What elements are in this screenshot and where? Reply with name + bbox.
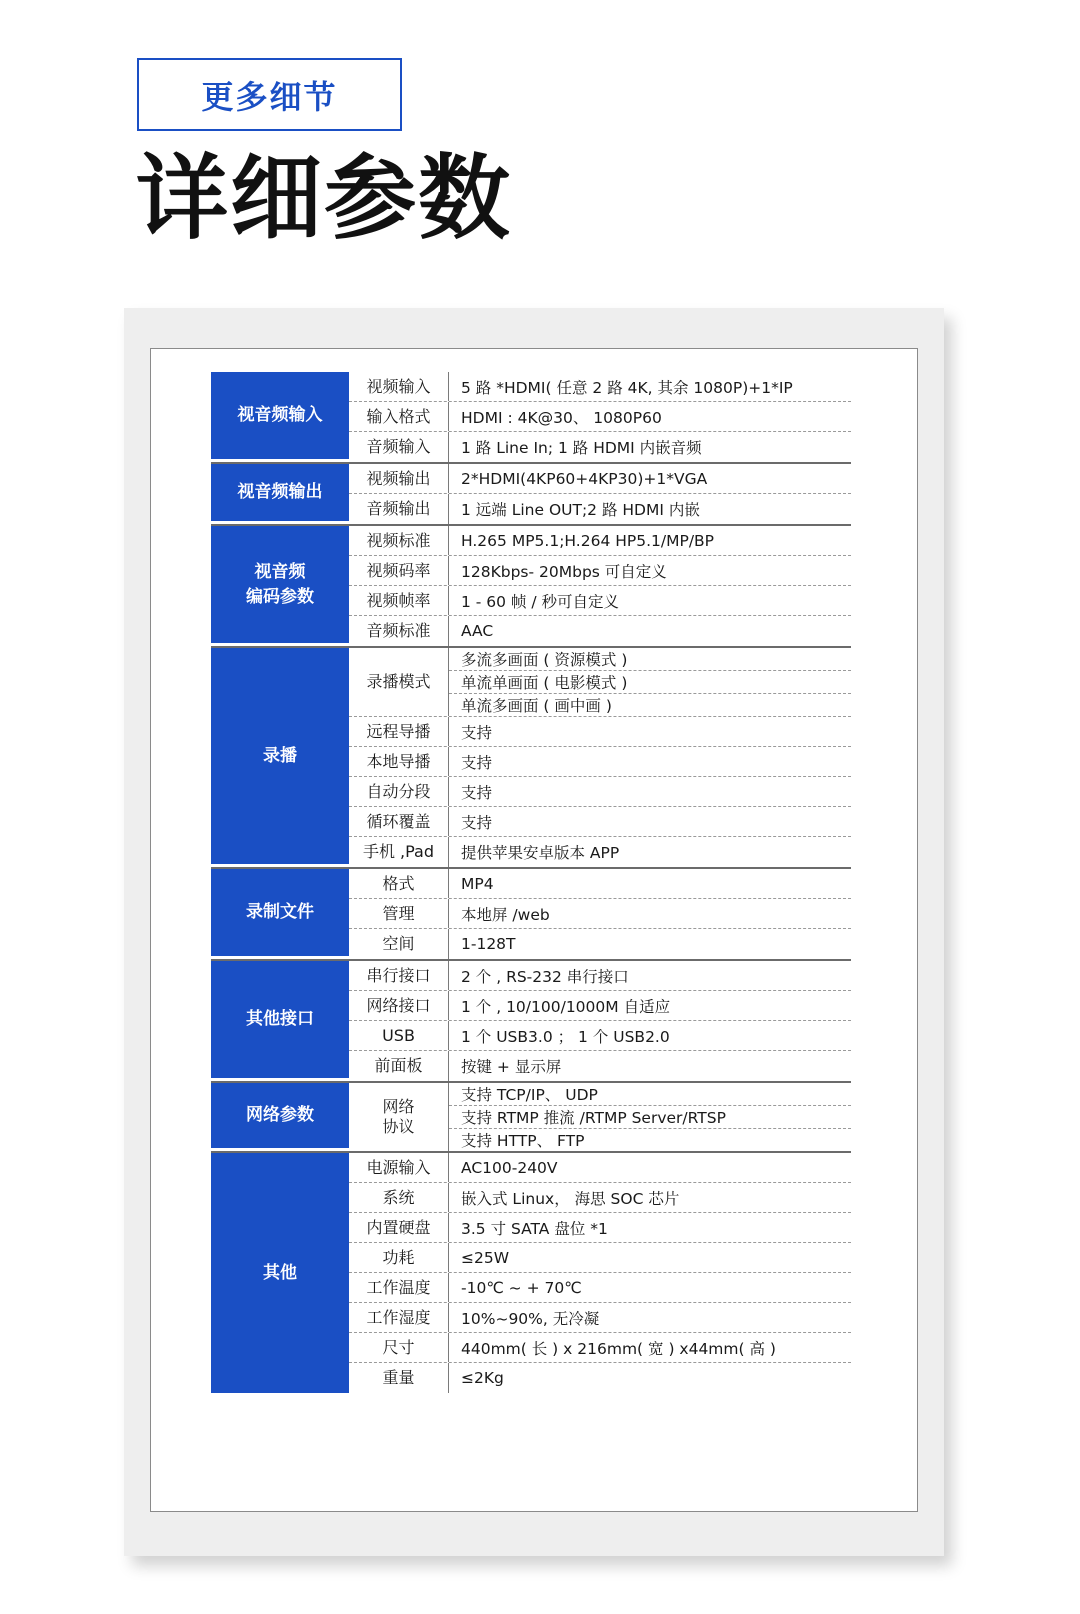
spec-row bbox=[349, 807, 851, 837]
spec-label: 串行接口 bbox=[349, 961, 449, 990]
spec-value: 1 个 , 10/100/1000M 自适应 bbox=[461, 997, 671, 1016]
spec-rows bbox=[349, 1083, 851, 1151]
spec-row bbox=[349, 526, 851, 556]
spec-label: 格式 bbox=[349, 869, 449, 898]
page-title: 详细参数 bbox=[136, 145, 513, 252]
spec-values bbox=[449, 1083, 851, 1151]
spec-label: 管理 bbox=[349, 899, 449, 928]
spec-row bbox=[349, 1363, 851, 1393]
spec-label: 本地导播 bbox=[349, 747, 449, 776]
spec-value: 5 路 *HDMI( 任意 2 路 4K, 其余 1080P)+1*IP bbox=[461, 378, 793, 397]
spec-value: 1-128T bbox=[461, 935, 516, 953]
spec-value: ≤2Kg bbox=[461, 1369, 504, 1387]
spec-label: 工作温度 bbox=[349, 1273, 449, 1302]
spec-label: 音频标准 bbox=[349, 616, 449, 646]
category-label: 视音频 编码参数 bbox=[211, 526, 349, 646]
category-label: 网络参数 bbox=[211, 1083, 349, 1151]
spec-rows bbox=[349, 648, 851, 867]
spec-rows bbox=[349, 1153, 851, 1393]
spec-row bbox=[349, 1021, 851, 1051]
spec-label: 网络 协议 bbox=[349, 1083, 449, 1151]
spec-rows bbox=[349, 869, 851, 959]
spec-row bbox=[349, 1213, 851, 1243]
spec-row bbox=[349, 899, 851, 929]
spec-value: 支持 bbox=[461, 783, 493, 802]
spec-label: 音频输出 bbox=[349, 494, 449, 524]
category-label: 视音频输出 bbox=[211, 464, 349, 524]
spec-label: 功耗 bbox=[349, 1243, 449, 1272]
spec-row bbox=[349, 961, 851, 991]
spec-value: 2*HDMI(4KP60+4KP30)+1*VGA bbox=[461, 469, 708, 488]
spec-rows bbox=[349, 961, 851, 1081]
spec-label: 电源输入 bbox=[349, 1153, 449, 1182]
spec-row bbox=[349, 1153, 851, 1183]
spec-rows bbox=[349, 526, 851, 646]
spec-value: H.265 MP5.1;H.264 HP5.1/MP/BP bbox=[461, 531, 715, 550]
spec-row bbox=[349, 747, 851, 777]
spec-value: 支持 bbox=[461, 813, 493, 832]
category-label: 录播 bbox=[211, 648, 349, 867]
spec-row bbox=[349, 586, 851, 616]
spec-value: 1 远端 Line OUT;2 路 HDMI 内嵌 bbox=[461, 501, 700, 519]
spec-label: 内置硬盘 bbox=[349, 1213, 449, 1242]
section-tag-label: 更多细节 bbox=[201, 77, 338, 116]
spec-value: 嵌入式 Linux， 海思 SOC 芯片 bbox=[461, 1189, 680, 1208]
spec-row bbox=[349, 1083, 851, 1151]
spec-label: 视频输入 bbox=[349, 372, 449, 401]
spec-value: 支持 TCP/IP、 UDP bbox=[449, 1083, 851, 1106]
spec-row bbox=[349, 717, 851, 747]
spec-value: 3.5 寸 SATA 盘位 *1 bbox=[461, 1219, 608, 1238]
spec-group bbox=[211, 1083, 851, 1153]
spec-value: -10℃ ~ + 70℃ bbox=[461, 1278, 582, 1297]
section-tag bbox=[137, 58, 402, 131]
spec-row bbox=[349, 1183, 851, 1213]
spec-value: 按键 + 显示屏 bbox=[461, 1058, 562, 1076]
spec-value: 单流多画面 ( 画中画 ) bbox=[461, 697, 612, 715]
category-label: 视音频输入 bbox=[211, 372, 349, 462]
spec-value: 1 个 USB3.0 ； 1 个 USB2.0 bbox=[461, 1027, 670, 1046]
spec-label: 前面板 bbox=[349, 1051, 449, 1081]
spec-row bbox=[349, 616, 851, 646]
spec-row bbox=[349, 1273, 851, 1303]
spec-rows bbox=[349, 372, 851, 462]
spec-label: 网络接口 bbox=[349, 991, 449, 1020]
spec-value: 单流单画面 ( 电影模式 ) bbox=[449, 671, 851, 694]
spec-row bbox=[349, 929, 851, 959]
spec-row bbox=[349, 432, 851, 462]
spec-value: 1 路 Line In; 1 路 HDMI 内嵌音频 bbox=[461, 439, 702, 457]
spec-value: 支持 bbox=[461, 723, 493, 742]
spec-row bbox=[349, 402, 851, 432]
spec-row bbox=[349, 372, 851, 402]
spec-label: 视频输出 bbox=[349, 464, 449, 493]
spec-label: 视频帧率 bbox=[349, 586, 449, 615]
spec-label: 输入格式 bbox=[349, 402, 449, 431]
spec-value: 10%~90%, 无冷凝 bbox=[461, 1309, 600, 1328]
category-label: 其他 bbox=[211, 1153, 349, 1393]
spec-label: 空间 bbox=[349, 929, 449, 959]
spec-value: ≤25W bbox=[461, 1248, 510, 1267]
spec-label: 自动分段 bbox=[349, 777, 449, 806]
spec-label: 手机 ,Pad bbox=[349, 837, 449, 867]
spec-group bbox=[211, 869, 851, 961]
spec-row bbox=[349, 869, 851, 899]
spec-label: 系统 bbox=[349, 1183, 449, 1212]
spec-group bbox=[211, 1153, 851, 1393]
spec-rows bbox=[349, 464, 851, 524]
spec-value: 2 个 , RS-232 串行接口 bbox=[461, 967, 629, 986]
spec-row bbox=[349, 777, 851, 807]
spec-row bbox=[349, 991, 851, 1021]
spec-value: AC100-240V bbox=[461, 1158, 558, 1177]
spec-label: USB bbox=[349, 1021, 449, 1050]
spec-value: 多流多画面 ( 资源模式 ) bbox=[449, 648, 851, 671]
spec-value: 提供苹果安卓版本 APP bbox=[461, 844, 620, 862]
spec-row bbox=[349, 1303, 851, 1333]
spec-value: MP4 bbox=[461, 874, 494, 893]
spec-group bbox=[211, 648, 851, 869]
spec-label: 视频码率 bbox=[349, 556, 449, 585]
spec-row bbox=[349, 464, 851, 494]
spec-label: 视频标准 bbox=[349, 526, 449, 555]
spec-label: 循环覆盖 bbox=[349, 807, 449, 836]
spec-group bbox=[211, 372, 851, 464]
spec-row bbox=[349, 494, 851, 524]
spec-label: 远程导播 bbox=[349, 717, 449, 746]
spec-row bbox=[349, 837, 851, 867]
spec-label: 工作湿度 bbox=[349, 1303, 449, 1332]
spec-value: AAC bbox=[461, 622, 494, 640]
spec-label: 重量 bbox=[349, 1363, 449, 1393]
spec-label: 音频输入 bbox=[349, 432, 449, 462]
spec-value: 支持 RTMP 推流 /RTMP Server/RTSP bbox=[449, 1106, 851, 1129]
spec-value: 支持 HTTP、 FTP bbox=[461, 1132, 585, 1150]
spec-value: HDMI : 4K@30、 1080P60 bbox=[461, 408, 662, 427]
spec-group bbox=[211, 961, 851, 1083]
category-label: 录制文件 bbox=[211, 869, 349, 959]
spec-values bbox=[449, 648, 851, 716]
spec-frame bbox=[150, 348, 918, 1512]
spec-row bbox=[349, 1051, 851, 1081]
spec-value: 128Kbps- 20Mbps 可自定义 bbox=[461, 562, 667, 581]
spec-label: 尺寸 bbox=[349, 1333, 449, 1362]
spec-label: 录播模式 bbox=[349, 648, 449, 716]
spec-row bbox=[349, 648, 851, 717]
spec-value: 支持 bbox=[461, 753, 493, 772]
category-label: 其他接口 bbox=[211, 961, 349, 1081]
spec-card bbox=[124, 308, 944, 1556]
spec-row bbox=[349, 1243, 851, 1273]
spec-row bbox=[349, 1333, 851, 1363]
spec-group bbox=[211, 526, 851, 648]
spec-value: 1 - 60 帧 / 秒可自定义 bbox=[461, 592, 620, 611]
spec-value: 440mm( 长 ) x 216mm( 宽 ) x44mm( 高 ) bbox=[461, 1339, 776, 1358]
spec-group bbox=[211, 464, 851, 526]
spec-table bbox=[211, 372, 851, 1393]
spec-value: 本地屏 /web bbox=[461, 905, 550, 924]
spec-row bbox=[349, 556, 851, 586]
